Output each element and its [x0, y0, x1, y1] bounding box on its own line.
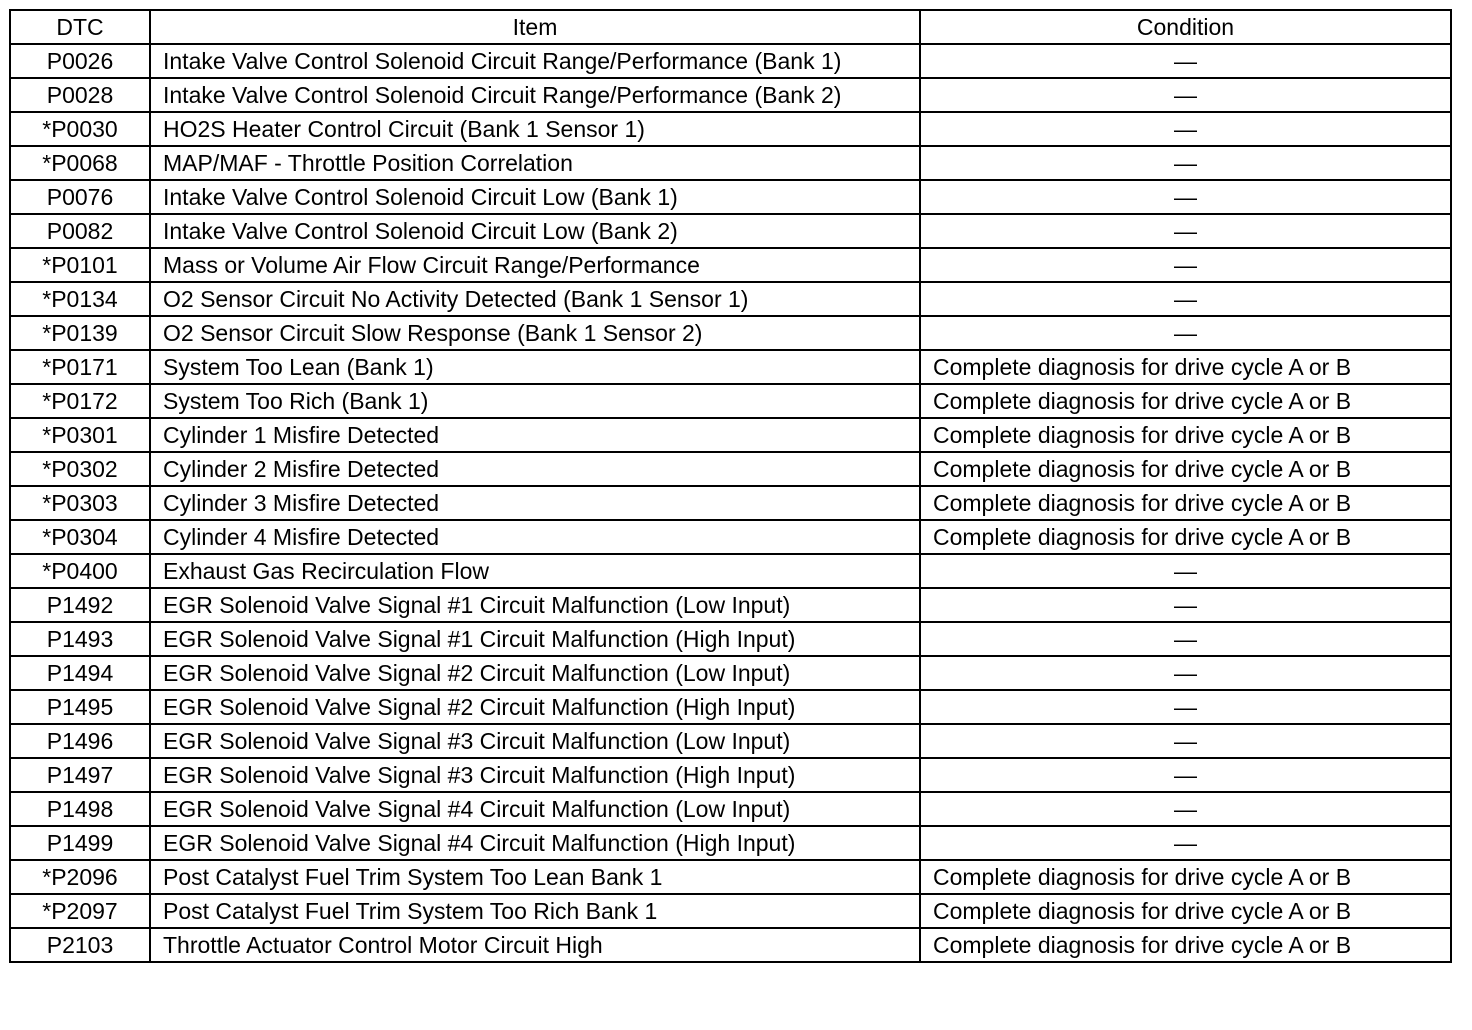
condition-cell: —: [920, 826, 1451, 860]
table-row: [10, 248, 1451, 282]
condition-cell: —: [920, 622, 1451, 656]
condition-cell: —: [920, 690, 1451, 724]
table-row: [10, 792, 1451, 826]
dtc-code-cell: *P0171: [10, 350, 150, 384]
condition-cell: Complete diagnosis for drive cycle A or B: [920, 894, 1451, 928]
item-description-cell: Intake Valve Control Solenoid Circuit Range/Performance (Bank 1): [150, 44, 920, 78]
condition-cell: Complete diagnosis for drive cycle A or B: [920, 486, 1451, 520]
table-row: [10, 690, 1451, 724]
condition-cell: —: [920, 758, 1451, 792]
table-row: [10, 180, 1451, 214]
item-description-cell: MAP/MAF - Throttle Position Correlation: [150, 146, 920, 180]
item-description-cell: EGR Solenoid Valve Signal #4 Circuit Malfunction (Low Input): [150, 792, 920, 826]
item-description-cell: Post Catalyst Fuel Trim System Too Rich Bank 1: [150, 894, 920, 928]
item-description-cell: Intake Valve Control Solenoid Circuit Low (Bank 2): [150, 214, 920, 248]
table-row: [10, 112, 1451, 146]
header-dtc: DTC: [10, 10, 150, 44]
table-body: [10, 44, 1451, 962]
dtc-code-cell: *P0134: [10, 282, 150, 316]
condition-cell: Complete diagnosis for drive cycle A or B: [920, 520, 1451, 554]
table-row: [10, 622, 1451, 656]
item-description-cell: System Too Lean (Bank 1): [150, 350, 920, 384]
table-row: [10, 78, 1451, 112]
dtc-code-cell: P1498: [10, 792, 150, 826]
condition-cell: —: [920, 282, 1451, 316]
item-description-cell: EGR Solenoid Valve Signal #1 Circuit Malfunction (Low Input): [150, 588, 920, 622]
item-description-cell: EGR Solenoid Valve Signal #2 Circuit Malfunction (High Input): [150, 690, 920, 724]
table-row: [10, 894, 1451, 928]
table-row: [10, 826, 1451, 860]
dtc-code-cell: *P0400: [10, 554, 150, 588]
dtc-code-cell: P1495: [10, 690, 150, 724]
table-row: [10, 588, 1451, 622]
item-description-cell: EGR Solenoid Valve Signal #4 Circuit Malfunction (High Input): [150, 826, 920, 860]
table-row: [10, 554, 1451, 588]
dtc-code-cell: *P0172: [10, 384, 150, 418]
table-row: [10, 316, 1451, 350]
condition-cell: —: [920, 78, 1451, 112]
table-row: [10, 758, 1451, 792]
dtc-table: [9, 9, 1452, 963]
dtc-code-cell: P2103: [10, 928, 150, 962]
table-row: [10, 860, 1451, 894]
dtc-code-cell: P0082: [10, 214, 150, 248]
dtc-code-cell: *P0030: [10, 112, 150, 146]
item-description-cell: O2 Sensor Circuit No Activity Detected (Bank 1 Sensor 1): [150, 282, 920, 316]
table-row: [10, 44, 1451, 78]
condition-cell: Complete diagnosis for drive cycle A or B: [920, 860, 1451, 894]
item-description-cell: Cylinder 2 Misfire Detected: [150, 452, 920, 486]
dtc-code-cell: *P2097: [10, 894, 150, 928]
dtc-code-cell: *P0068: [10, 146, 150, 180]
table-row: [10, 146, 1451, 180]
table-row: [10, 452, 1451, 486]
condition-cell: Complete diagnosis for drive cycle A or B: [920, 928, 1451, 962]
table-row: [10, 656, 1451, 690]
condition-cell: —: [920, 248, 1451, 282]
item-description-cell: EGR Solenoid Valve Signal #2 Circuit Malfunction (Low Input): [150, 656, 920, 690]
condition-cell: —: [920, 214, 1451, 248]
condition-cell: —: [920, 180, 1451, 214]
condition-cell: —: [920, 146, 1451, 180]
dtc-code-cell: P0076: [10, 180, 150, 214]
dtc-code-cell: *P0304: [10, 520, 150, 554]
item-description-cell: Mass or Volume Air Flow Circuit Range/Performance: [150, 248, 920, 282]
condition-cell: Complete diagnosis for drive cycle A or B: [920, 384, 1451, 418]
table-row: [10, 350, 1451, 384]
item-description-cell: Intake Valve Control Solenoid Circuit Range/Performance (Bank 2): [150, 78, 920, 112]
dtc-code-cell: P1496: [10, 724, 150, 758]
condition-cell: Complete diagnosis for drive cycle A or B: [920, 350, 1451, 384]
dtc-code-cell: P0028: [10, 78, 150, 112]
condition-cell: Complete diagnosis for drive cycle A or B: [920, 452, 1451, 486]
dtc-code-cell: *P0139: [10, 316, 150, 350]
table-row: [10, 486, 1451, 520]
dtc-code-cell: P1497: [10, 758, 150, 792]
table-header: [10, 10, 1451, 44]
item-description-cell: Throttle Actuator Control Motor Circuit High: [150, 928, 920, 962]
item-description-cell: Cylinder 3 Misfire Detected: [150, 486, 920, 520]
table-row: [10, 418, 1451, 452]
header-condition: Condition: [920, 10, 1451, 44]
dtc-code-cell: P0026: [10, 44, 150, 78]
table-row: [10, 520, 1451, 554]
item-description-cell: Intake Valve Control Solenoid Circuit Low (Bank 1): [150, 180, 920, 214]
header-row: [10, 10, 1451, 44]
condition-cell: —: [920, 792, 1451, 826]
condition-cell: —: [920, 44, 1451, 78]
header-item: Item: [150, 10, 920, 44]
item-description-cell: Exhaust Gas Recirculation Flow: [150, 554, 920, 588]
dtc-code-cell: *P2096: [10, 860, 150, 894]
dtc-code-cell: *P0301: [10, 418, 150, 452]
item-description-cell: Cylinder 1 Misfire Detected: [150, 418, 920, 452]
dtc-code-cell: P1493: [10, 622, 150, 656]
item-description-cell: Post Catalyst Fuel Trim System Too Lean Bank 1: [150, 860, 920, 894]
table-row: [10, 928, 1451, 962]
dtc-code-cell: *P0303: [10, 486, 150, 520]
table-row: [10, 282, 1451, 316]
table-row: [10, 724, 1451, 758]
item-description-cell: System Too Rich (Bank 1): [150, 384, 920, 418]
dtc-code-cell: P1492: [10, 588, 150, 622]
table-row: [10, 384, 1451, 418]
item-description-cell: EGR Solenoid Valve Signal #3 Circuit Malfunction (Low Input): [150, 724, 920, 758]
condition-cell: —: [920, 112, 1451, 146]
dtc-code-cell: *P0302: [10, 452, 150, 486]
condition-cell: —: [920, 656, 1451, 690]
item-description-cell: EGR Solenoid Valve Signal #3 Circuit Malfunction (High Input): [150, 758, 920, 792]
item-description-cell: EGR Solenoid Valve Signal #1 Circuit Malfunction (High Input): [150, 622, 920, 656]
dtc-code-cell: P1494: [10, 656, 150, 690]
item-description-cell: O2 Sensor Circuit Slow Response (Bank 1 Sensor 2): [150, 316, 920, 350]
dtc-code-cell: P1499: [10, 826, 150, 860]
table-row: [10, 214, 1451, 248]
item-description-cell: HO2S Heater Control Circuit (Bank 1 Sensor 1): [150, 112, 920, 146]
dtc-code-cell: *P0101: [10, 248, 150, 282]
condition-cell: Complete diagnosis for drive cycle A or B: [920, 418, 1451, 452]
condition-cell: —: [920, 554, 1451, 588]
condition-cell: —: [920, 724, 1451, 758]
item-description-cell: Cylinder 4 Misfire Detected: [150, 520, 920, 554]
condition-cell: —: [920, 588, 1451, 622]
condition-cell: —: [920, 316, 1451, 350]
